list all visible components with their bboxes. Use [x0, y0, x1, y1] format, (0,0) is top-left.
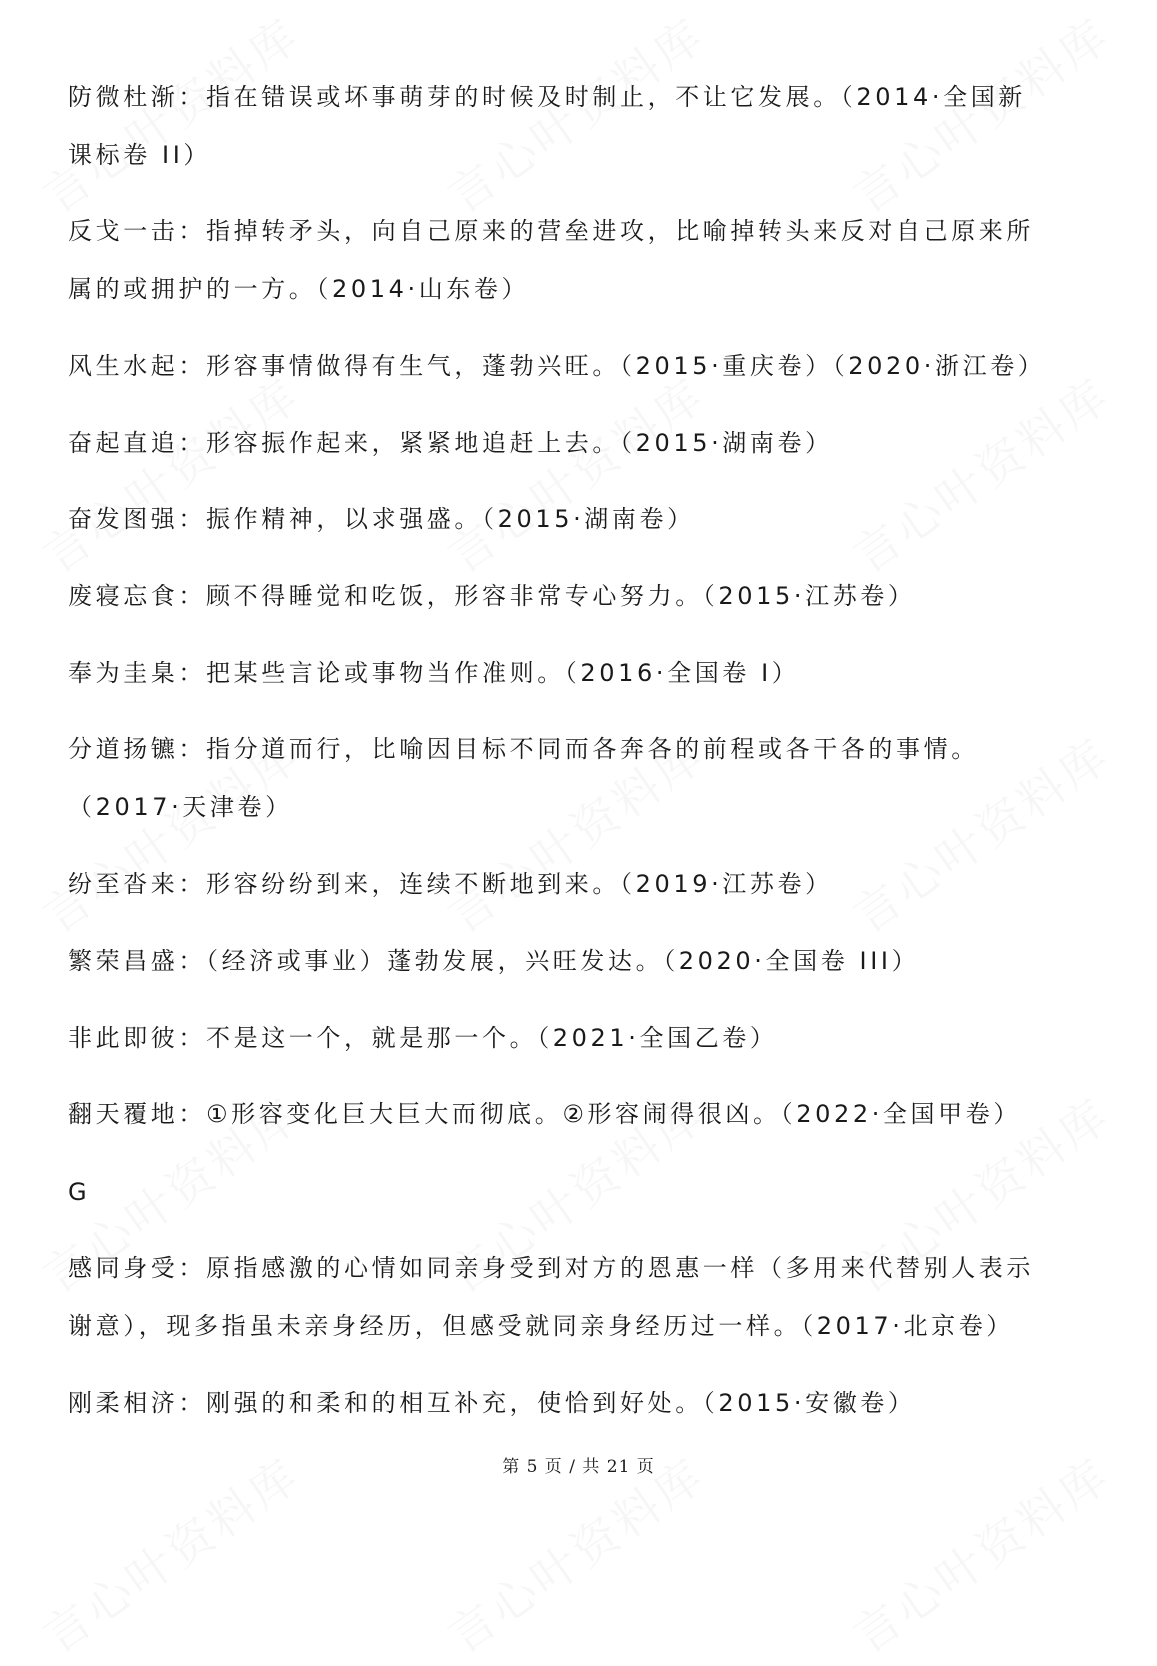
entry-line: 奋发图强：振作精神，以求强盛。（2015·湖南卷）	[68, 505, 695, 533]
entry-line: 分道扬镳：指分道而行，比喻因目标不同而各奔各的前程或各干各的事情。	[68, 735, 979, 763]
entry-line: 风生水起：形容事情做得有生气，蓬勃兴旺。（2015·重庆卷）（2020·浙江卷）	[68, 352, 1046, 380]
entry-line: 反戈一击：指掉转矛头，向自己原来的营垒进攻，比喻掉转头来反对自己原来所	[68, 217, 1034, 245]
entry-line: 感同身受：原指感激的心情如同亲身受到对方的恩惠一样（多用来代替别人表示	[68, 1254, 1034, 1282]
page-footer: 第 5 页 / 共 21 页	[502, 1457, 655, 1477]
watermark-text	[28, 360, 312, 586]
entry-line: 谢意），现多指虽未亲身经历，但感受就同亲身经历过一样。（2017·北京卷）	[68, 1312, 1014, 1340]
watermark-text	[28, 0, 312, 226]
entry-line: 废寝忘食：顾不得睡觉和吃饭，形容非常专心努力。（2015·江苏卷）	[68, 582, 916, 610]
entry-line: 非此即彼：不是这一个，就是那一个。（2021·全国乙卷）	[68, 1024, 778, 1052]
watermark-text	[433, 360, 717, 586]
entry-line: 奉为圭臬：把某些言论或事物当作准则。（2016·全国卷 I）	[68, 659, 800, 687]
watermark-text	[838, 360, 1122, 586]
watermark-text	[838, 0, 1122, 226]
entry-line: 属的或拥护的一方。（2014·山东卷）	[68, 275, 530, 303]
entry-line: G	[68, 1178, 91, 1206]
watermark-text	[433, 0, 717, 226]
entry-line: 防微杜渐：指在错误或坏事萌芽的时候及时制止，不让它发展。（2014·全国新	[68, 83, 1026, 111]
entry-line: （2017·天津卷）	[68, 793, 293, 821]
entry-line: 繁荣昌盛：（经济或事业）蓬勃发展，兴旺发达。（2020·全国卷 III）	[68, 947, 920, 975]
entry-line: 刚柔相济：刚强的和柔和的相互补充，使恰到好处。（2015·安徽卷）	[68, 1389, 916, 1417]
entry-line: 课标卷 II）	[68, 141, 211, 169]
entry-line: 翻天覆地：①形容变化巨大巨大而彻底。②形容闹得很凶。（2022·全国甲卷）	[68, 1100, 1021, 1128]
entry-line: 奋起直追：形容振作起来，紧紧地追赶上去。（2015·湖南卷）	[68, 429, 833, 457]
entry-line: 纷至沓来：形容纷纷到来，连续不断地到来。（2019·江苏卷）	[68, 870, 833, 898]
